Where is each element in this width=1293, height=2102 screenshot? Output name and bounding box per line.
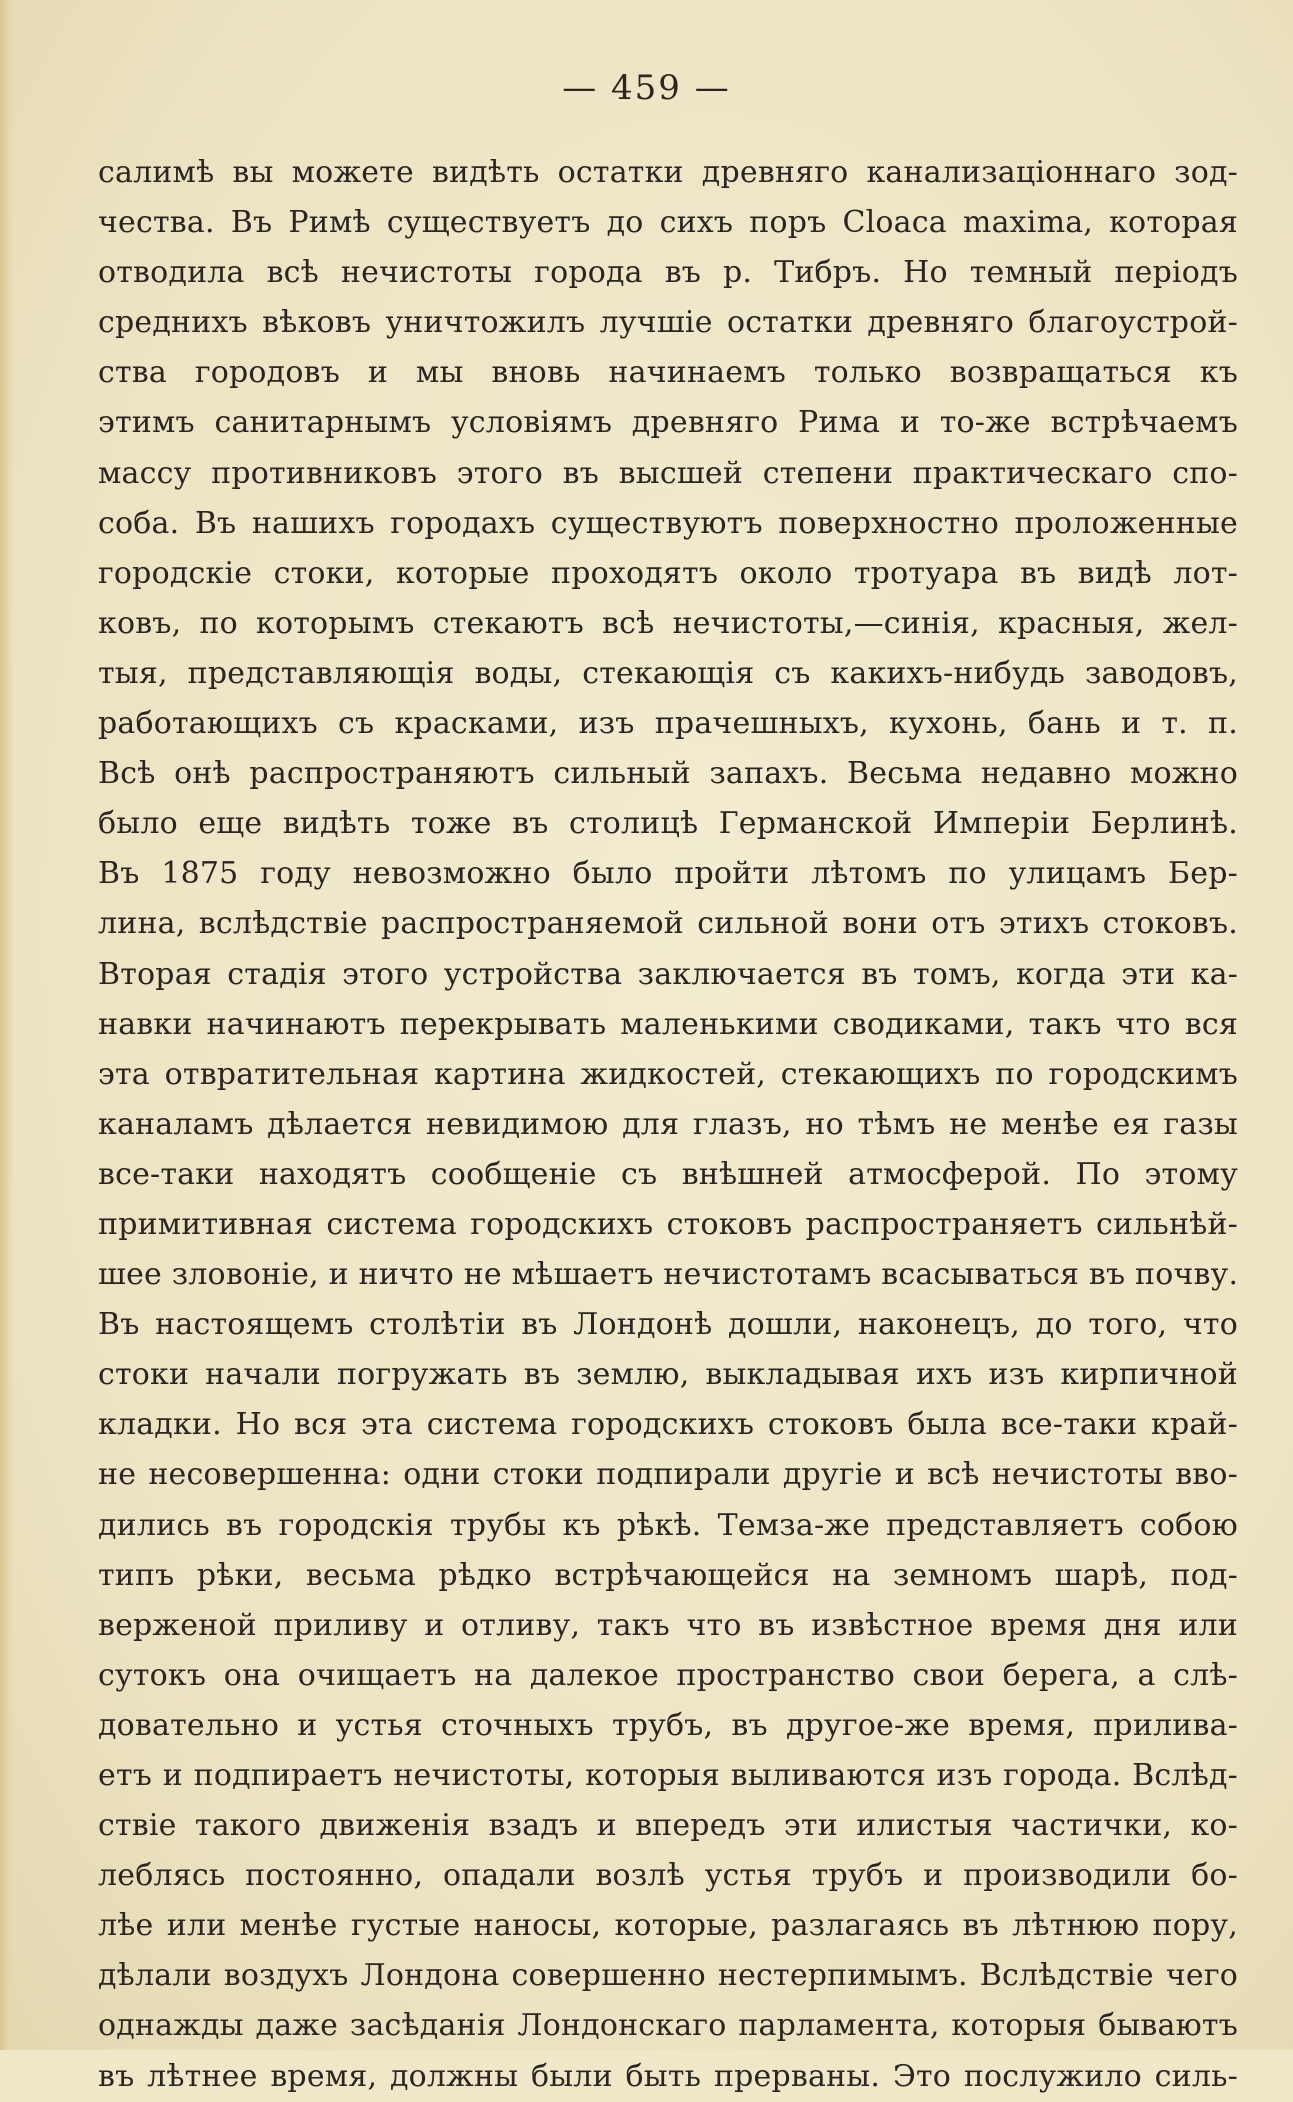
text-line: каналамъ дѣлается невидимою для глазъ, но тѣмъ не менѣе ея газы — [98, 1106, 1238, 1142]
text-line: тыя, представляющiя воды, стекающiя съ какихъ-нибудь заводовъ, — [98, 655, 1238, 691]
page-number: — 459 — — [562, 68, 731, 108]
text-line: леблясь постоянно, опадали возлѣ устья трубъ и производили бо- — [98, 1858, 1238, 1894]
text-line: Въ настоящемъ столѣтiи въ Лондонѣ дошли, наконецъ, до того, что — [98, 1307, 1238, 1343]
text-line: Вторая стадiя этого устройства заключается въ томъ, когда эти ка- — [98, 956, 1238, 992]
text-line: лина, вслѣдствiе распространяемой сильной вони отъ этихъ стоковъ. — [98, 906, 1238, 942]
body-text — [98, 148, 1238, 2102]
text-line: навки начинаютъ перекрывать маленькими сводиками, такъ что вся — [98, 1006, 1238, 1042]
text-line: ствiе такого движенiя взадъ и впередъ эти илистыя частички, ко- — [98, 1808, 1238, 1844]
text-line: все-таки находятъ сообщенiе съ внѣшней атмосферой. По этому — [98, 1156, 1238, 1192]
text-line: ковъ, по которымъ стекаютъ всѣ нечистоты,—синiя, красныя, жел- — [98, 605, 1238, 641]
page-edge — [0, 0, 14, 2050]
text-line: Всѣ онѣ распространяютъ сильный запахъ. Весьма недавно можно — [98, 756, 1238, 792]
text-line: стоки начали погружать въ землю, выкладывая ихъ изъ кирпичной — [98, 1357, 1238, 1393]
text-line: салимѣ вы можете видѣть остатки древняго канализацiоннаго зод- — [98, 155, 1238, 190]
text-line: примитивная система городскихъ стоковъ распространяетъ сильнѣй- — [98, 1206, 1238, 1242]
text-line: верженой приливу и отливу, такъ что въ извѣстное время дня или — [98, 1607, 1238, 1643]
text-line: дѣлали воздухъ Лондона совершенно нестерпимымъ. Вслѣдствiе чего — [98, 1958, 1238, 1994]
text-line: соба. Въ нашихъ городахъ существуютъ поверхностно проложенные — [98, 505, 1238, 541]
text-line: работающихъ съ красками, изъ прачешныхъ, кухонь, бань и т. п. — [98, 706, 1238, 742]
text-line: городскiе стоки, которые проходятъ около тротуара въ видѣ лот- — [98, 555, 1238, 591]
text-line: этимъ санитарнымъ условiямъ древняго Рима и то-же встрѣчаемъ — [98, 405, 1238, 441]
text-line: лѣе или менѣе густые наносы, которые, разлагаясь въ лѣтнюю пору, — [98, 1908, 1238, 1944]
text-line: не несовершенна: одни стоки подпирали другiе и всѣ нечистоты вво- — [98, 1457, 1238, 1493]
text-line: довательно и устья сточныхъ трубъ, въ другое-же время, прилива- — [98, 1707, 1238, 1743]
text-line: среднихъ вѣковъ уничтожилъ лучшiе остатки древняго благоустрой- — [98, 305, 1238, 341]
text-line: типъ рѣки, весьма рѣдко встрѣчающейся на земномъ шарѣ, под- — [98, 1557, 1238, 1593]
text-line: кладки. Но вся эта система городскихъ стоковъ была все-таки край- — [98, 1407, 1238, 1443]
text-line: однажды даже засѣданiя Лондонскаго парламента, которыя бываютъ — [98, 2008, 1238, 2044]
text-line: етъ и подпираетъ нечистоты, которыя выливаются изъ города. Вслѣд- — [98, 1758, 1238, 1793]
text-line: дились въ городскiя трубы къ рѣкѣ. Темза-же представляетъ собою — [98, 1507, 1238, 1543]
text-line: чества. Въ Римѣ существуетъ до сихъ поръ Cloaca maxima, которая — [98, 205, 1238, 241]
text-line: Въ 1875 году невозможно было пройти лѣтомъ по улицамъ Бер- — [98, 856, 1238, 892]
text-line: отводила всѣ нечистоты города въ р. Тибръ. Но темный перiодъ — [98, 255, 1238, 291]
text-line: массу противниковъ этого въ высшей степени практическаго спо- — [98, 455, 1238, 491]
text-line: ства городовъ и мы вновь начинаемъ только возвращаться къ — [98, 355, 1238, 391]
text-line: сутокъ она очищаетъ на далекое пространство свои берега, а слѣ- — [98, 1657, 1238, 1693]
text-line: эта отвратительная картина жидкостей, стекающихъ по городскимъ — [98, 1056, 1238, 1092]
text-line: шее зловонiе, и ничто не мѣшаетъ нечистотамъ всасываться въ почву. — [98, 1257, 1239, 1293]
text-line: въ лѣтнее время, должны были быть прерваны. Это послужило силь- — [98, 2058, 1238, 2094]
text-line: было еще видѣть тоже въ столицѣ Германской Имперiи Берлинѣ. — [98, 806, 1238, 842]
